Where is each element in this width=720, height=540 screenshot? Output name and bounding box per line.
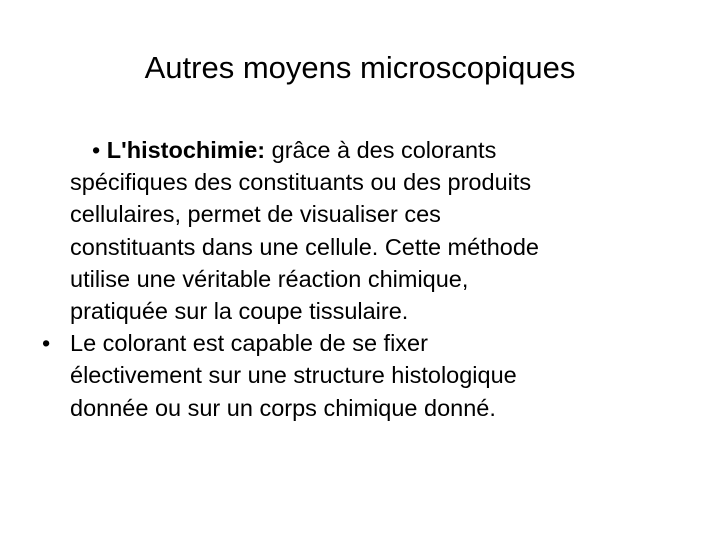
paragraph-line: Le colorant est capable de se fixer	[70, 330, 428, 357]
paragraph-line: constituants dans une cellule. Cette méthode	[70, 233, 539, 260]
paragraph-line: spécifiques des constituants ou des produits	[70, 169, 532, 196]
bullet-icon: •	[92, 137, 101, 163]
paragraph-colorant	[36, 327, 676, 424]
term-histochimie: L'histochimie:	[106, 137, 266, 163]
paragraph-line: cellulaires, permet de visualiser ces	[70, 201, 441, 228]
paragraph-line: pratiquée sur la coupe tissulaire.	[70, 298, 409, 325]
slide-body	[36, 134, 676, 424]
paragraph-line: électivement sur une structure histologique	[70, 362, 517, 389]
paragraph-histochimie	[36, 134, 676, 327]
slide-title: Autres moyens microscopiques	[144, 50, 576, 85]
bullet-icon: •	[42, 330, 51, 357]
paragraph-text: grâce à des colorants	[271, 137, 497, 163]
paragraph-line: donnée ou sur un corps chimique donné.	[70, 394, 496, 421]
paragraph-line: utilise une véritable réaction chimique,	[70, 265, 469, 292]
paragraph-line	[70, 134, 676, 166]
